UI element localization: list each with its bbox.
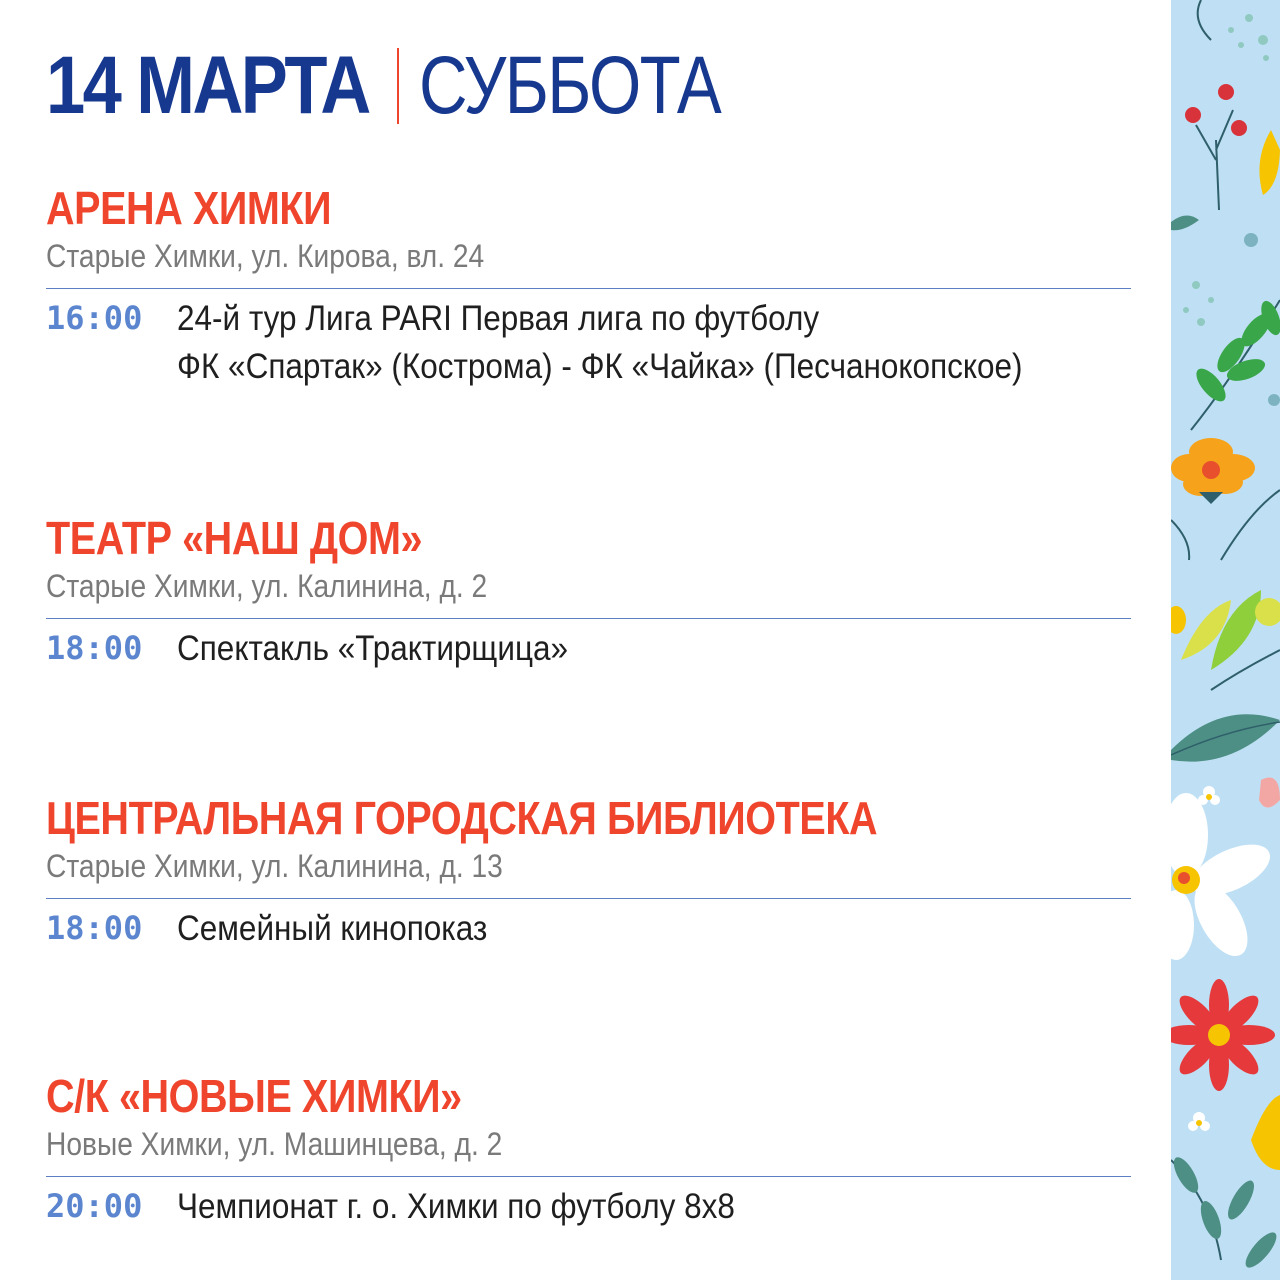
event-time: 18:00 bbox=[46, 909, 143, 947]
weekday-heading: СУББОТА bbox=[419, 40, 721, 131]
venue-block bbox=[46, 1068, 1131, 1231]
venue-name: С/К «НОВЫЕ ХИМКИ» bbox=[46, 1070, 462, 1122]
venue-divider bbox=[46, 1176, 1131, 1177]
venue-block bbox=[46, 180, 1131, 391]
floral-pattern-decoration bbox=[1171, 0, 1280, 1280]
floral-pattern-icon bbox=[1171, 0, 1280, 1280]
page-header bbox=[46, 36, 786, 136]
venue-name: АРЕНА ХИМКИ bbox=[46, 182, 332, 234]
event-time: 18:00 bbox=[46, 629, 143, 667]
date-heading: 14 МАРТА bbox=[46, 40, 369, 131]
venue-address: Старые Химки, ул. Калинина, д. 13 bbox=[46, 848, 503, 884]
event-time: 16:00 bbox=[46, 299, 143, 337]
venue-name: ЦЕНТРАЛЬНАЯ ГОРОДСКАЯ БИБЛИОТЕКА bbox=[46, 792, 878, 844]
event-row bbox=[46, 625, 1131, 673]
venue-divider bbox=[46, 288, 1131, 289]
event-title: Семейный кинопоказ bbox=[177, 909, 488, 948]
venue-block bbox=[46, 790, 1131, 953]
event-title: Спектакль «Трактирщица» bbox=[177, 629, 569, 668]
event-title-line: 24-й тур Лига PARI Первая лига по футболу bbox=[177, 299, 820, 338]
event-time: 20:00 bbox=[46, 1187, 143, 1225]
venue-name: ТЕАТР «НАШ ДОМ» bbox=[46, 512, 423, 564]
venue-block bbox=[46, 510, 1131, 673]
venue-divider bbox=[46, 618, 1131, 619]
event-title-line: ФК «Спартак» (Кострома) - ФК «Чайка» (Песчанокопское) bbox=[177, 347, 1023, 386]
venue-divider bbox=[46, 898, 1131, 899]
venue-address: Старые Химки, ул. Калинина, д. 2 bbox=[46, 568, 488, 604]
venue-address: Старые Химки, ул. Кирова, вл. 24 bbox=[46, 238, 485, 274]
event-row bbox=[46, 1183, 1131, 1231]
header-divider bbox=[397, 48, 399, 124]
event-title: Чемпионат г. о. Химки по футболу 8х8 bbox=[177, 1187, 735, 1226]
event-title bbox=[177, 295, 1117, 391]
event-row bbox=[46, 295, 1131, 391]
venue-address: Новые Химки, ул. Машинцева, д. 2 bbox=[46, 1126, 503, 1162]
event-row bbox=[46, 905, 1131, 953]
